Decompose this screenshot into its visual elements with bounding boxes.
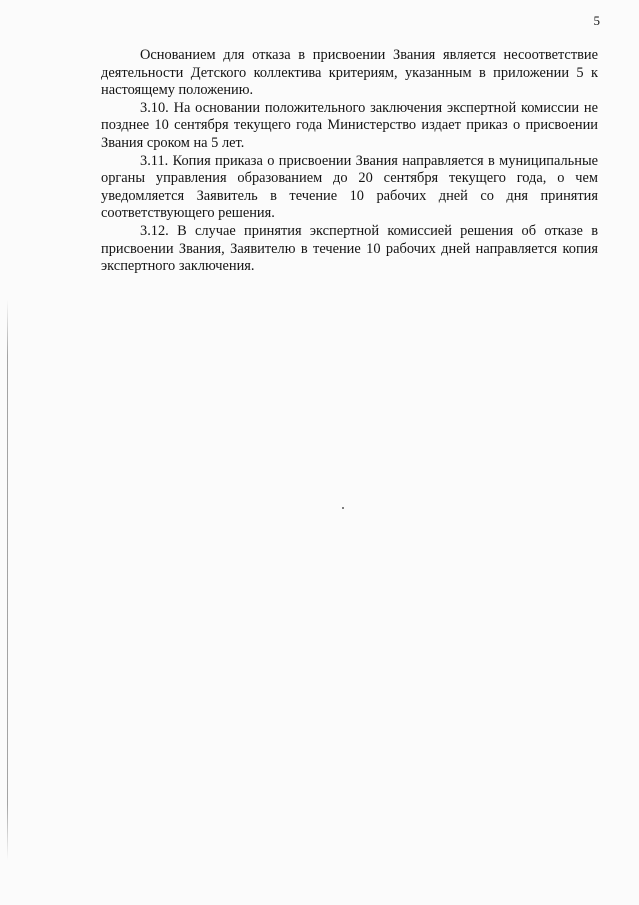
paragraph-refusal-grounds: Основанием для отказа в присвоении Звания является несоответствие деятельности Детского коллектива критериям, указанным в приложении 5 к настоящему положению. (101, 47, 598, 99)
document-body (101, 47, 598, 276)
page-number: 5 (593, 13, 600, 28)
scan-edge-shadow (7, 300, 8, 860)
paragraph-3-12: 3.12. В случае принятия экспертной комиссией решения об отказе в присвоении Звания, Заявителю в течение 10 рабочих дней направляется копия экспертного заключения. (101, 222, 598, 275)
scan-speck (342, 507, 344, 509)
paragraph-3-11: 3.11. Копия приказа о присвоении Звания направляется в муниципальные органы управления образованием до 20 сентября текущего года, о чем уведомляется Заявитель в течение 10 рабочих дней со дня принятия соответствующего решения. (101, 152, 598, 222)
paragraph-3-10: 3.10. На основании положительного заключения экспертной комиссии не позднее 10 сентября текущего года Министерство издает приказ о присвоении Звания сроком на 5 лет. (101, 99, 598, 151)
